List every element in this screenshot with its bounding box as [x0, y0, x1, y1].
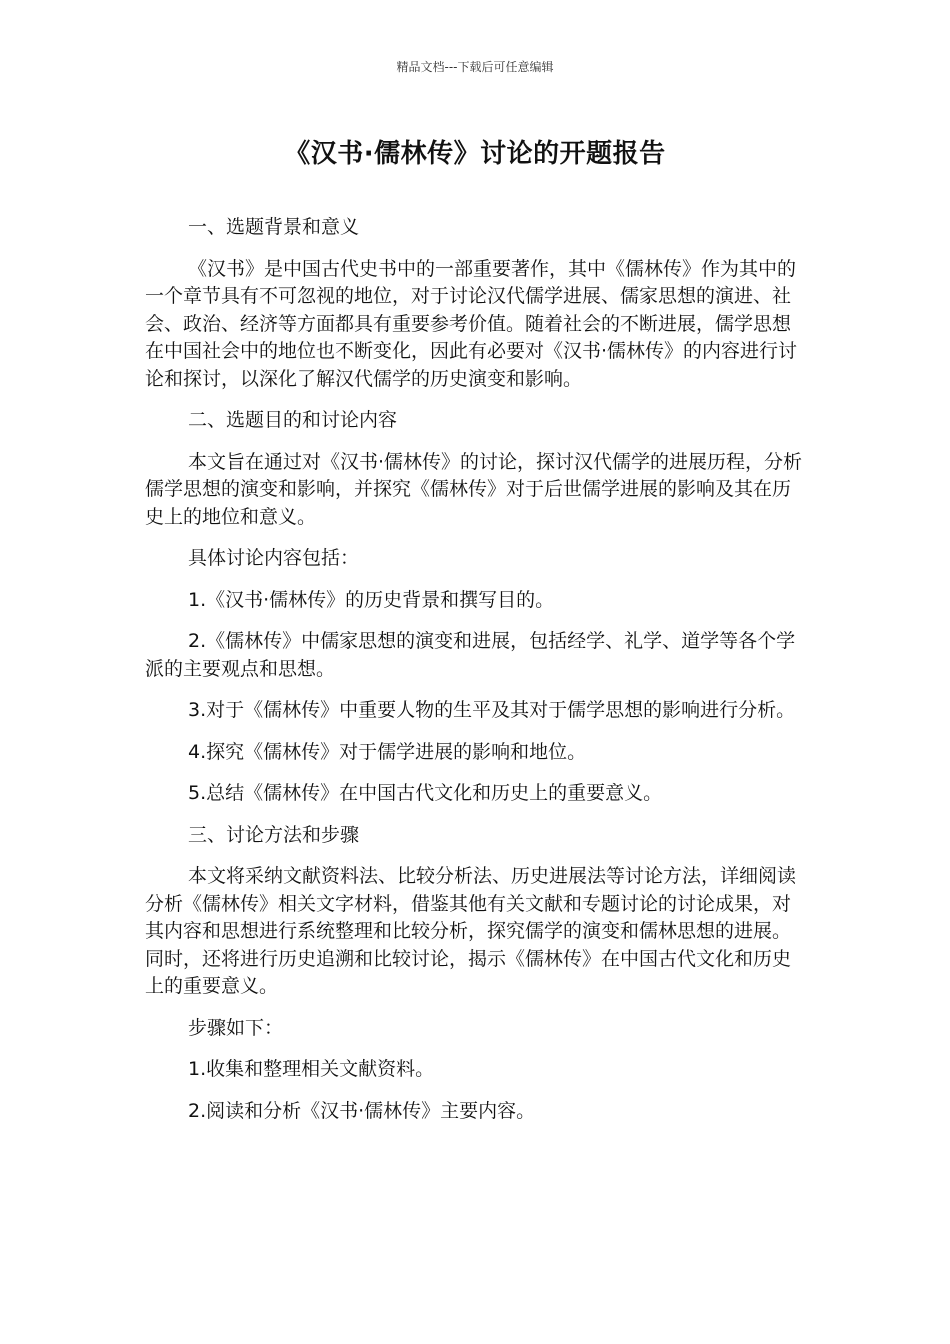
section-heading-1: 一、选题背景和意义: [188, 216, 360, 238]
list-item: 1.收集和整理相关文献资料。: [188, 1058, 435, 1080]
list-item: 1.《汉书·儒林传》的历史背景和撰写目的。: [188, 588, 555, 611]
document-title: 《汉书·儒林传》讨论的开题报告: [284, 139, 666, 169]
list-item: 3.对于《儒林传》中重要人物的生平及其对于儒学思想的影响进行分析。: [188, 699, 796, 721]
paragraph-purpose: 本文旨在通过对《汉书·儒林传》的讨论，探讨汉代儒学的进展历程，分析儒学思想的演变和影响，并探究《儒林传》对于后世儒学进展的影响及其在历史上的地位和意义。: [145, 450, 803, 528]
paragraph-steps-intro: 步骤如下：: [188, 1016, 284, 1039]
section-heading-2: 二、选题目的和讨论内容: [188, 409, 398, 431]
paragraph-background: 《汉书》是中国古代史书中的一部重要著作，其中《儒林传》作为其中的一个章节具有不可忽视的地位，对于讨论汉代儒学进展、儒家思想的演进、社会、政治、经济等方面都具有重要参考价值。随着社会的不断进展，儒学思想在中国社会中的地位也不断变化，因此有必要对《汉书·儒林传》的内容进行讨论和探讨，以深化了解汉代儒学的历史演变和影响。: [145, 257, 798, 390]
page-header: 精品文档---下载后可任意编辑: [396, 60, 554, 74]
document-body: [145, 214, 805, 1139]
list-item: 2.《儒林传》中儒家思想的演变和进展，包括经学、礼学、道学等各个学派的主要观点和思想。: [145, 630, 796, 680]
paragraph-methods: 本文将采纳文献资料法、比较分析法、历史进展法等讨论方法，详细阅读分析《儒林传》相关文字材料，借鉴其他有关文献和专题讨论的讨论成果，对其内容和思想进行系统整理和比较分析，探究儒学的演变和儒林思想的进展。同时，还将进行历史追溯和比较讨论，揭示《儒林传》在中国古代文化和历史上的重要意义。: [145, 865, 797, 997]
paragraph-content-intro: 具体讨论内容包括：: [188, 547, 360, 569]
list-item: 5.总结《儒林传》在中国古代文化和历史上的重要意义。: [188, 782, 663, 804]
list-item: 4.探究《儒林传》对于儒学进展的影响和地位。: [188, 740, 587, 763]
section-heading-3: 三、讨论方法和步骤: [188, 823, 360, 846]
list-item: 2.阅读和分析《汉书·儒林传》主要内容。: [188, 1099, 536, 1122]
